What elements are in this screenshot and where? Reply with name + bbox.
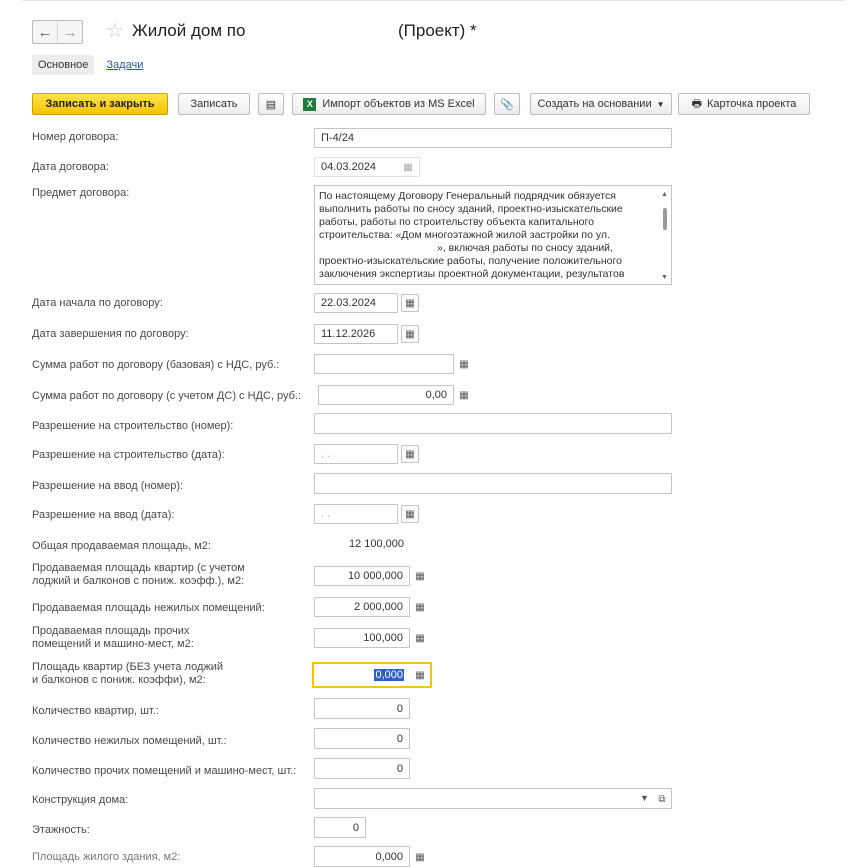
nonresidential-count-input[interactable]: 0 xyxy=(314,728,410,749)
calculator-icon[interactable]: ▦ xyxy=(415,669,425,681)
paperclip-icon: 📎 xyxy=(500,98,514,111)
calculator-icon[interactable]: ▦ xyxy=(415,570,425,582)
subject-line: работы, работы по строительству объекта капитального xyxy=(319,216,594,228)
residential-area-label: Площадь жилого здания, м2: xyxy=(32,851,181,863)
sum-base-input[interactable] xyxy=(314,354,454,374)
subject-line: », включая работы по сносу зданий, xyxy=(437,242,613,254)
forward-button[interactable] xyxy=(57,21,82,43)
end-date-input[interactable]: 11.12.2026 xyxy=(314,324,398,344)
calculator-icon[interactable]: ▦ xyxy=(415,851,425,863)
sum-base-label: Сумма работ по договору (базовая) с НДС, руб.: xyxy=(32,359,280,371)
create-based-on-button[interactable] xyxy=(530,93,672,115)
subject-line: проектно-изыскательские работы, получение положительного xyxy=(319,255,622,267)
tab-main[interactable]: Основное xyxy=(32,55,94,75)
other-area-label xyxy=(32,625,194,651)
tab-tasks[interactable]: Задачи xyxy=(106,59,144,71)
nonresidential-count-label: Количество нежилых помещений, шт.: xyxy=(32,735,227,747)
scroll-down-icon[interactable]: ▼ xyxy=(661,274,668,281)
other-area-label-line1: Продаваемая площадь прочих xyxy=(32,625,190,637)
calendar-icon[interactable]: ▦ xyxy=(401,505,419,523)
calendar-icon[interactable]: ▦ xyxy=(401,445,419,463)
flats-area-label-line2: лоджий и балконов с пониж. коэфф.), м2: xyxy=(32,575,245,587)
attach-button[interactable] xyxy=(494,93,520,115)
permit-commissioning-date-label: Разрешение на ввод (дата): xyxy=(32,509,175,521)
sum-ds-label: Сумма работ по договору (с учетом ДС) с НДС, руб.: xyxy=(32,390,302,402)
star-icon[interactable]: ☆ xyxy=(106,20,124,42)
import-excel-button[interactable] xyxy=(292,93,486,115)
subject-line: заключения экспертизы проектной документации, результатов xyxy=(319,268,625,280)
flats-area-no-loggia-label-line1: Площадь квартир (БЕЗ учета лоджий xyxy=(32,661,224,673)
calendar-icon[interactable]: ▦ xyxy=(403,161,413,173)
permit-commissioning-number-label: Разрешение на ввод (номер): xyxy=(32,480,184,492)
calendar-icon[interactable]: ▦ xyxy=(401,294,419,312)
subject-line: По настоящему Договору Генеральный подрядчик обязуется xyxy=(319,190,616,202)
flats-area-no-loggia-label xyxy=(32,661,223,687)
flats-area-label xyxy=(32,562,245,588)
nonresidential-area-label: Продаваемая площадь нежилых помещений: xyxy=(32,602,265,614)
contract-subject-label: Предмет договора: xyxy=(32,187,130,199)
contract-date-input[interactable]: 04.03.2024 xyxy=(314,157,420,177)
other-area-input[interactable]: 100,000 xyxy=(314,628,410,648)
nonresidential-area-input[interactable]: 2 000,000 xyxy=(314,597,410,617)
construction-label: Конструкция дома: xyxy=(32,794,129,806)
permit-commissioning-date-input[interactable]: . . xyxy=(314,504,398,524)
save-and-close-button[interactable]: Записать и закрыть xyxy=(32,93,168,115)
textarea-scrollbar[interactable] xyxy=(661,190,669,280)
permit-build-number-label: Разрешение на строительство (номер): xyxy=(32,420,234,432)
arrow-right-icon: → xyxy=(62,23,78,41)
residential-area-input[interactable]: 0,000 xyxy=(314,846,410,867)
flats-area-label-line1: Продаваемая площадь квартир (с учетом xyxy=(32,562,245,574)
other-area-label-line2: помещений и машино-мест, м2: xyxy=(32,638,194,650)
back-button[interactable] xyxy=(33,21,57,43)
window-title: Жилой дом по xyxy=(132,21,246,40)
permit-build-date-label: Разрешение на строительство (дата): xyxy=(32,449,225,461)
chevron-down-icon[interactable]: ▼ xyxy=(640,793,649,803)
flats-count-label: Количество квартир, шт.: xyxy=(32,705,159,717)
document-list-button[interactable] xyxy=(258,93,284,115)
construction-select[interactable] xyxy=(314,788,672,809)
arrow-left-icon: ← xyxy=(37,23,53,41)
calculator-icon[interactable]: ▦ xyxy=(415,632,425,644)
open-icon[interactable]: ⧉ xyxy=(658,793,666,805)
import-excel-label: Импорт объектов из MS Excel xyxy=(322,98,475,110)
project-card-button[interactable] xyxy=(678,93,810,115)
total-area-label: Общая продаваемая площадь, м2: xyxy=(32,540,211,552)
total-area-value: 12 100,000 xyxy=(348,538,404,550)
form-tabs xyxy=(32,55,149,75)
floors-input[interactable]: 0 xyxy=(314,817,366,838)
start-date-input[interactable]: 22.03.2024 xyxy=(314,293,398,313)
window-title-suffix: (Проект) * xyxy=(398,21,477,40)
calculator-icon[interactable]: ▦ xyxy=(459,389,469,401)
calculator-icon[interactable]: ▦ xyxy=(459,358,469,370)
list-icon: ▤ xyxy=(265,98,277,111)
floors-label: Этажность: xyxy=(32,824,90,836)
permit-build-date-input[interactable]: . . xyxy=(314,444,398,464)
other-count-input[interactable]: 0 xyxy=(314,758,410,779)
subject-line: выполнить работы по сносу зданий, проектно-изыскательские xyxy=(319,203,623,215)
permit-commissioning-number-input[interactable] xyxy=(314,473,672,494)
excel-icon: X xyxy=(303,98,316,111)
flats-count-input[interactable]: 0 xyxy=(314,698,410,719)
chevron-down-icon: ▼ xyxy=(656,99,665,109)
end-date-label: Дата завершения по договору: xyxy=(32,328,189,340)
contract-subject-textarea[interactable] xyxy=(314,185,672,285)
nav-buttons xyxy=(32,20,83,44)
project-card-label: Карточка проекта xyxy=(706,98,797,110)
window-top-border xyxy=(22,0,845,11)
calendar-icon[interactable]: ▦ xyxy=(401,325,419,343)
contract-date-label: Дата договора: xyxy=(32,161,109,173)
flats-area-no-loggia-label-line2: и балконов с пониж. коэффи), м2: xyxy=(32,674,206,686)
scroll-up-icon[interactable]: ▲ xyxy=(661,191,668,198)
create-based-on-label: Создать на основании xyxy=(537,98,652,110)
selected-value: 0,000 xyxy=(375,669,403,681)
calculator-icon[interactable]: ▦ xyxy=(415,601,425,613)
save-button[interactable]: Записать xyxy=(178,93,250,115)
other-count-label: Количество прочих помещений и машино-мест, шт.: xyxy=(32,765,297,777)
sum-ds-input[interactable]: 0,00 xyxy=(318,385,454,405)
contract-number-label: Номер договора: xyxy=(32,131,119,143)
subject-line: строительства: «Дом многоэтажной жилой застройки по ул. xyxy=(319,229,610,241)
permit-build-number-input[interactable] xyxy=(314,413,672,434)
flats-area-input[interactable]: 10 000,000 xyxy=(314,566,410,586)
printer-icon: 🖶 xyxy=(691,97,702,110)
start-date-label: Дата начала по договору: xyxy=(32,297,163,309)
contract-number-input[interactable]: П-4/24 xyxy=(314,128,672,148)
scroll-thumb[interactable] xyxy=(663,208,667,230)
